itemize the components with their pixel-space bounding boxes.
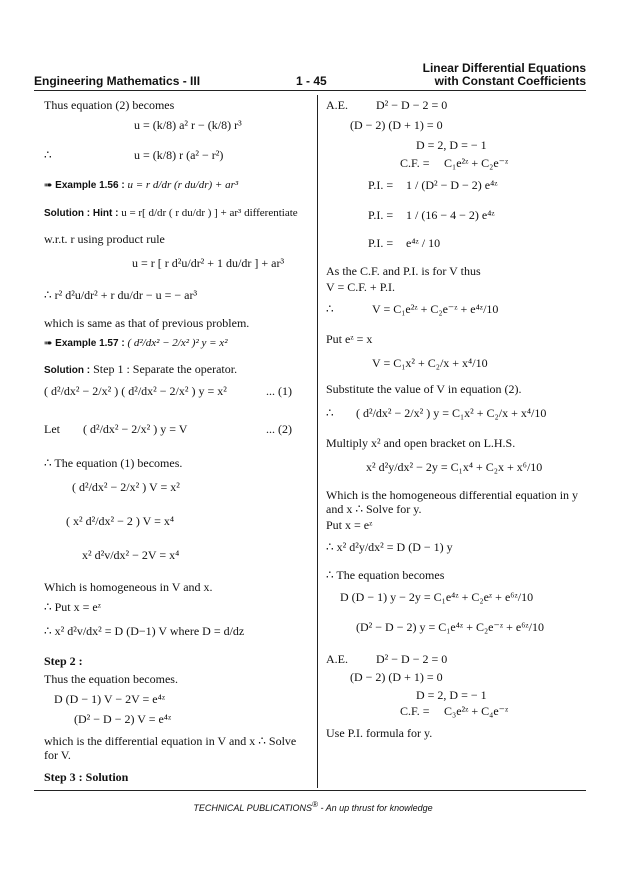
example-label: Example 1.57 : bbox=[55, 338, 125, 349]
ae-label: A.E. bbox=[326, 652, 348, 666]
text-line: which is the differential equation in V and x ∴ Solve bbox=[44, 734, 297, 748]
step-label: Step 2 : bbox=[44, 654, 83, 668]
pi-label: P.I. = bbox=[368, 236, 394, 250]
equation: ( d²/dx² − 2/x² ) y = V bbox=[83, 422, 188, 436]
therefore-symbol: ∴ bbox=[326, 302, 334, 316]
equation: e⁴ᶻ / 10 bbox=[406, 236, 441, 250]
equation-number: ... (1) bbox=[266, 384, 292, 398]
text-line: Substitute the value of V in equation (2). bbox=[326, 382, 522, 396]
text-line: and x ∴ Solve for y. bbox=[326, 502, 422, 516]
equation: ∴ x² d²y/dx² = D (D − 1) y bbox=[326, 540, 453, 554]
equation: u = (k/8) a² r − (k/8) r³ bbox=[134, 118, 242, 132]
chapter-title-line2: with Constant Coefficients bbox=[434, 74, 586, 88]
text-line: Which is the homogeneous differential equation in y bbox=[326, 488, 579, 502]
chapter-title-line1: Linear Differential Equations bbox=[422, 61, 586, 75]
equation: (D² − D − 2) y = C₁e⁴ᶻ + C₂e⁻ᶻ + e⁶ᶻ/10 bbox=[356, 620, 545, 634]
step-label: Step 1 : Separate the operator. bbox=[93, 362, 238, 376]
let-label: Let bbox=[44, 422, 60, 436]
therefore-symbol: ∴ bbox=[44, 148, 52, 162]
pi-label: P.I. = bbox=[368, 178, 394, 192]
equation: u = r d/dr (r du/dr) + ar³ bbox=[127, 179, 239, 191]
footer bbox=[0, 800, 626, 813]
solution-label: Solution : Hint : bbox=[44, 208, 119, 219]
equation: ( x² d²/dx² − 2 ) V = x⁴ bbox=[66, 514, 175, 528]
equation: (D − 2) (D + 1) = 0 bbox=[350, 670, 443, 684]
equation: D = 2, D = − 1 bbox=[416, 688, 487, 702]
text-line: w.r.t. r using product rule bbox=[44, 232, 165, 246]
registered-mark: ® bbox=[312, 800, 318, 809]
footer-rule bbox=[34, 790, 586, 791]
equation: ( d²/dx² − 2/x² ) V = x² bbox=[72, 480, 180, 494]
solution-label: Solution : bbox=[44, 365, 91, 376]
cf-label: C.F. = bbox=[400, 156, 430, 170]
equation: D = 2, D = − 1 bbox=[416, 138, 487, 152]
equation: D² − D − 2 = 0 bbox=[376, 652, 448, 666]
equation: 1 / (16 − 4 − 2) e⁴ᶻ bbox=[406, 208, 495, 222]
equation: 1 / (D² − D − 2) e⁴ᶻ bbox=[406, 178, 498, 192]
equation: ( d²/dx² − 2/x² )² y = x² bbox=[127, 337, 228, 349]
text-line: Thus the equation becomes. bbox=[44, 672, 178, 686]
equation: x² d²v/dx² − 2V = x⁴ bbox=[82, 548, 180, 562]
running-header-title: Engineering Mathematics - III bbox=[34, 74, 201, 88]
equation: D (D − 1) V − 2V = e⁴ᶻ bbox=[54, 692, 166, 706]
example-label: Example 1.56 : bbox=[55, 180, 125, 191]
text-line: Put x = eᶻ bbox=[326, 518, 373, 532]
ae-label: A.E. bbox=[326, 98, 348, 112]
cf-label: C.F. = bbox=[400, 704, 430, 718]
therefore-symbol: ∴ bbox=[326, 406, 334, 420]
equation: ∴ r² d²u/dr² + r du/dr − u = − ar³ bbox=[44, 288, 198, 302]
equation: D² − D − 2 = 0 bbox=[376, 98, 448, 112]
column-divider bbox=[317, 95, 318, 788]
equation: ( d²/dx² − 2/x² ) ( d²/dx² − 2/x² ) y = x² bbox=[44, 384, 227, 398]
chapter-title bbox=[423, 62, 586, 88]
text-line: Use P.I. formula for y. bbox=[326, 726, 433, 740]
text-line: Multiply x² and open bracket on L.H.S. bbox=[326, 436, 516, 450]
pi-label: P.I. = bbox=[368, 208, 394, 222]
equation: u = (k/8) r (a² − r²) bbox=[134, 148, 224, 162]
header-rule bbox=[34, 90, 586, 91]
text-line: for V. bbox=[44, 748, 71, 762]
footer-tagline: - An up thrust for knowledge bbox=[317, 803, 433, 813]
equation: (D − 2) (D + 1) = 0 bbox=[350, 118, 443, 132]
arrow-icon: ➠ bbox=[44, 338, 53, 349]
equation: (D² − D − 2) V = e⁴ᶻ bbox=[74, 712, 172, 726]
text-line: Thus equation (2) becomes bbox=[44, 98, 175, 112]
text-line: ∴ The equation becomes bbox=[326, 568, 445, 582]
text-line: Which is homogeneous in V and x. bbox=[44, 580, 213, 594]
equation: V = C₁e²ᶻ + C₂e⁻ᶻ + e⁴ᶻ/10 bbox=[372, 302, 499, 316]
arrow-icon: ➠ bbox=[44, 180, 53, 191]
text-line: ∴ The equation (1) becomes. bbox=[44, 456, 183, 470]
text-line: Put eᶻ = x bbox=[326, 332, 373, 346]
equation: V = C.F. + P.I. bbox=[326, 280, 396, 294]
equation: u = r [ r d²u/dr² + 1 du/dr ] + ar³ bbox=[132, 256, 285, 270]
step-label: Step 3 : Solution bbox=[44, 770, 129, 784]
equation: V = C₁x² + C₂/x + x⁴/10 bbox=[372, 356, 488, 370]
text-line: ∴ Put x = eᶻ bbox=[44, 600, 102, 614]
equation: D (D − 1) y − 2y = C₁e⁴ᶻ + C₂eᶻ + e⁶ᶻ/10 bbox=[340, 590, 534, 604]
text-line: As the C.F. and P.I. is for V thus bbox=[326, 264, 481, 278]
equation: ( d²/dx² − 2/x² ) y = C₁x² + C₂/x + x⁴/10 bbox=[356, 406, 547, 420]
equation: u = r[ d/dr ( r du/dr ) ] + ar³ differentiate bbox=[121, 207, 298, 219]
footer-brand: TECHNICAL PUBLICATIONS bbox=[193, 803, 313, 813]
page-number: 1 - 45 bbox=[296, 74, 327, 88]
equation: x² d²y/dx² − 2y = C₁x⁴ + C₂x + x⁶/10 bbox=[366, 460, 543, 474]
text-line: which is same as that of previous problem. bbox=[44, 316, 250, 330]
equation-number: ... (2) bbox=[266, 422, 292, 436]
equation: C₁e²ᶻ + C₂e⁻ᶻ bbox=[444, 156, 509, 170]
equation: C₃e²ᶻ + C₄e⁻ᶻ bbox=[444, 704, 509, 718]
equation: ∴ x² d²v/dx² = D (D−1) V where D = d/dz bbox=[44, 624, 245, 638]
